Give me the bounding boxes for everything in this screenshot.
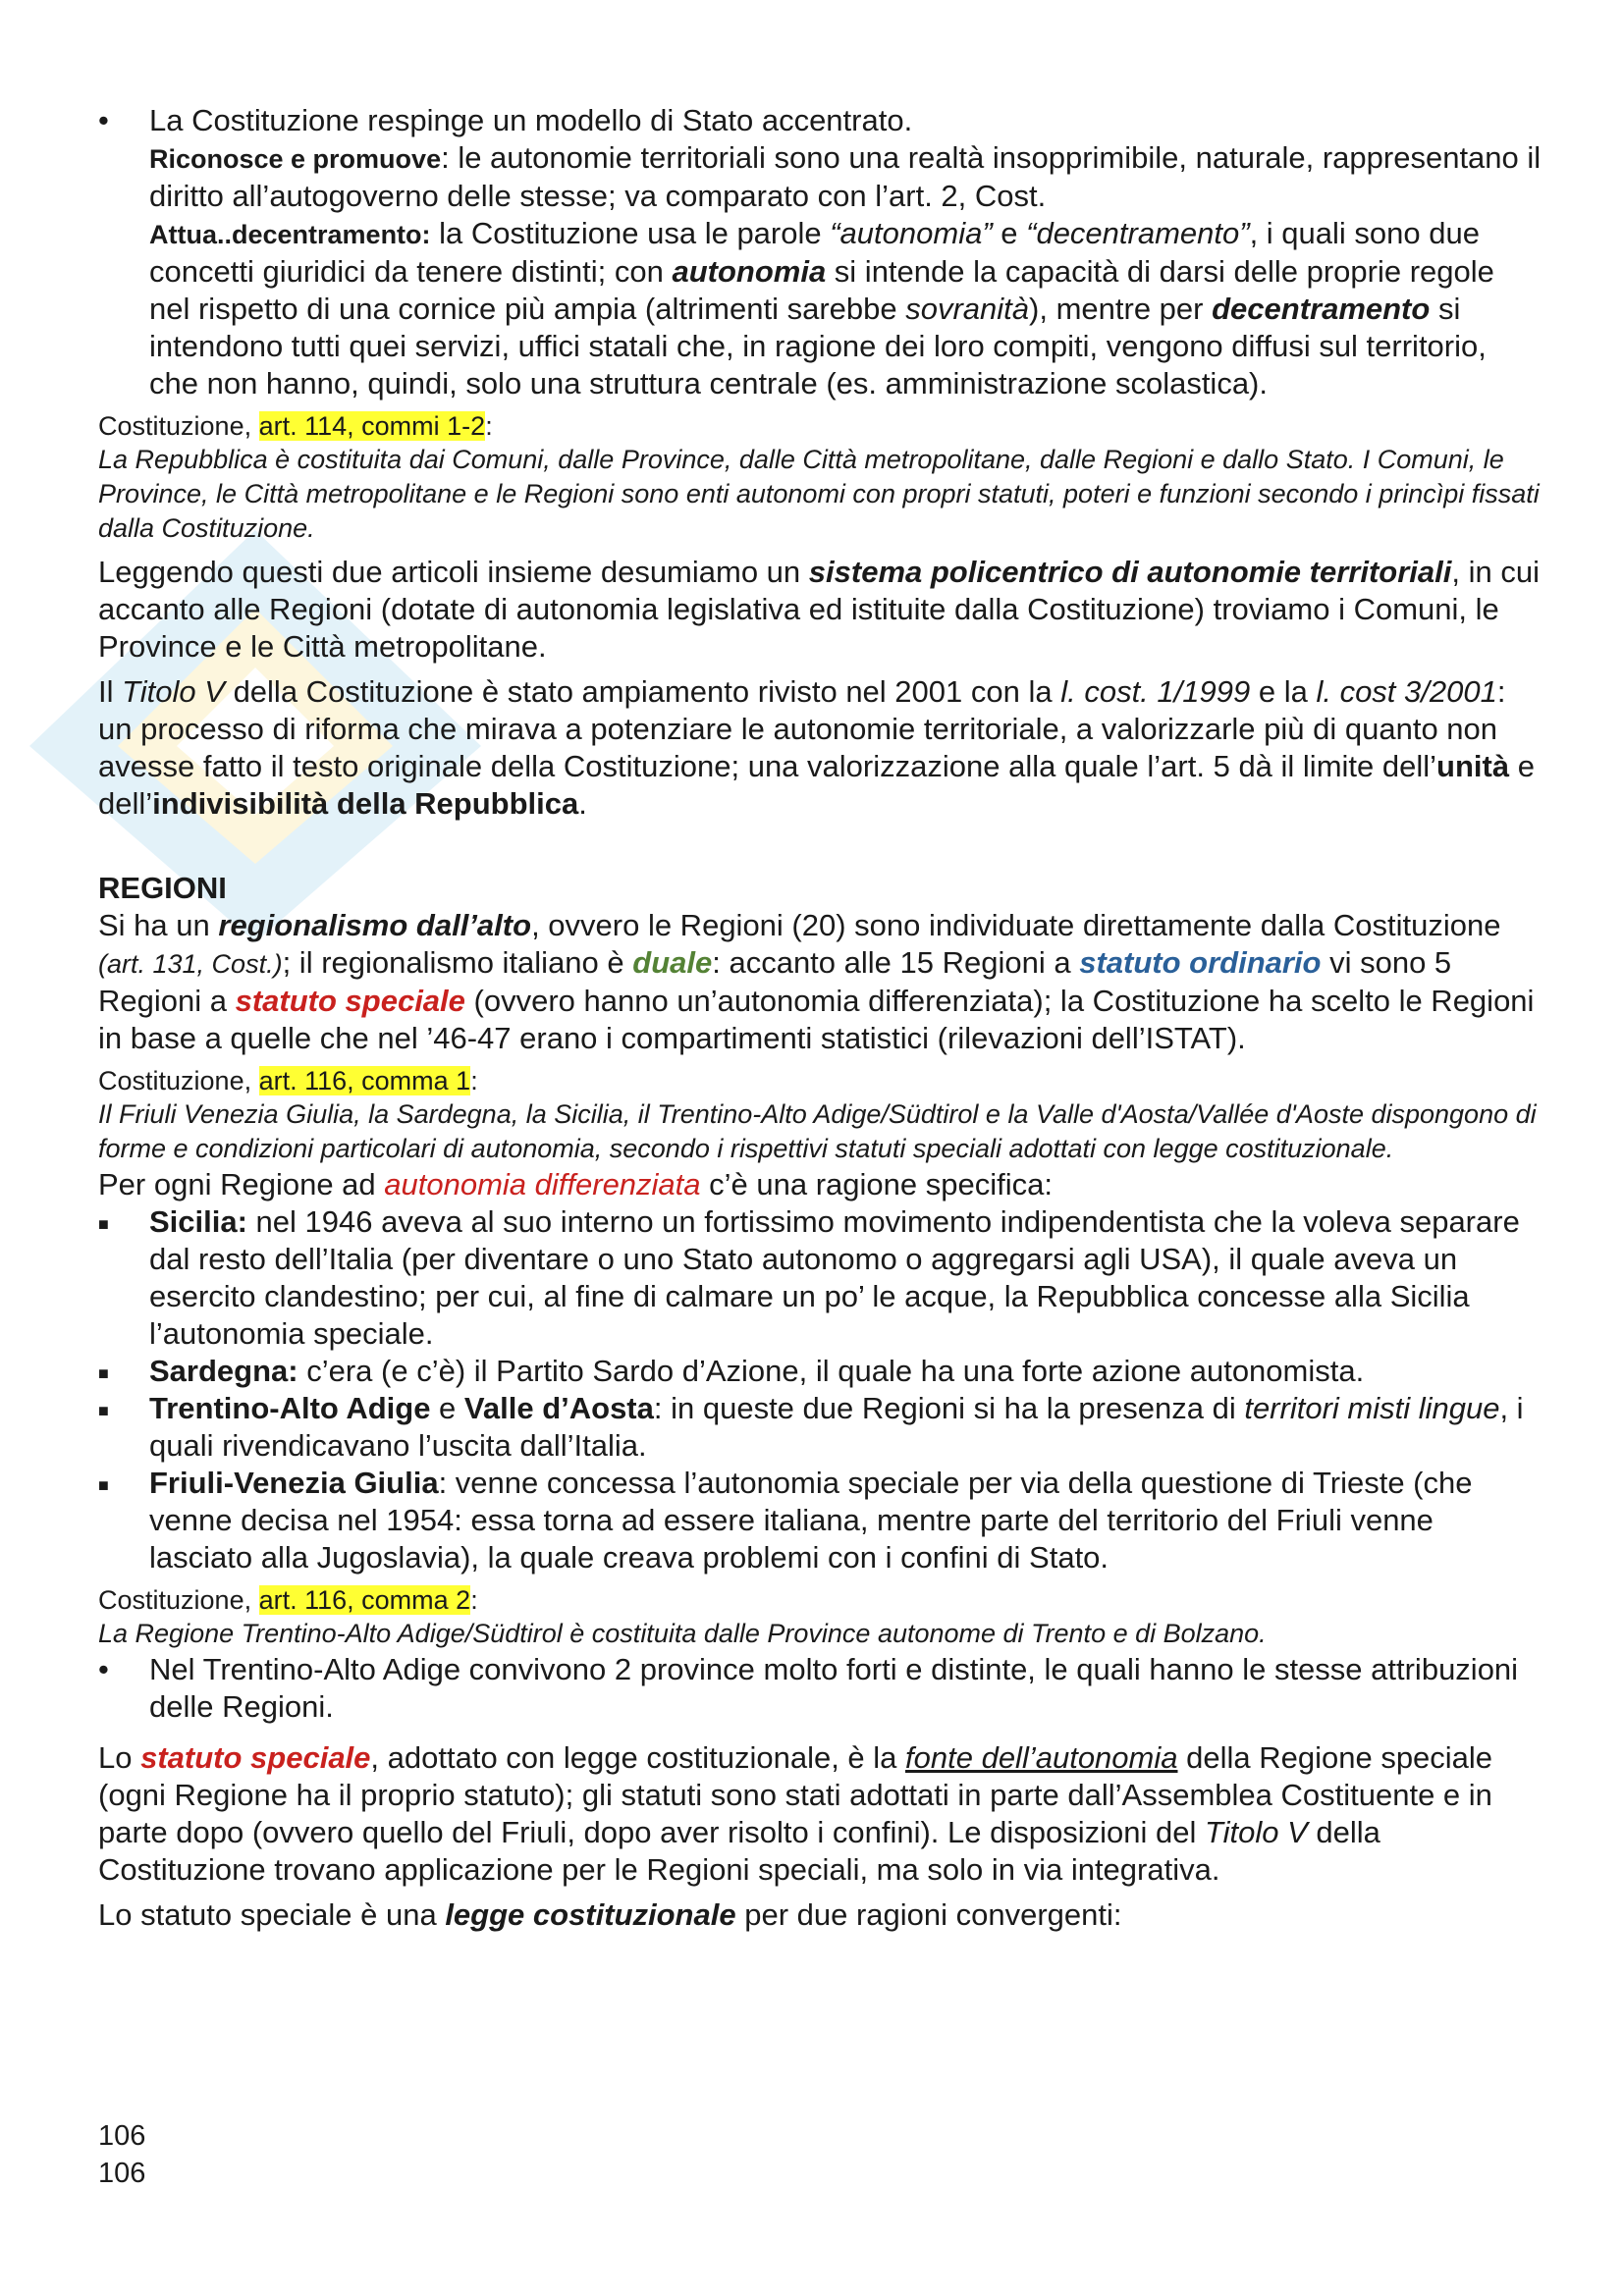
page-number: 106 bbox=[98, 2120, 146, 2152]
paragraph: Il Titolo V della Costituzione è stato ampiamento rivisto nel 2001 con la l. cost. 1/1999 e la l. cost 3/2001: un processo di riforma che mirava a potenziare le autonomie territoriale, a valorizzarle più di quanto non avesse fatto il testo originale della Costituzione; una valorizzazione alla quale l’art. 5 dà il limite dell’unità e dell’indivisibilità della Repubblica. bbox=[98, 674, 1535, 821]
page-number: 106 bbox=[98, 2158, 146, 2189]
article-reference: Costituzione, art. 116, comma 1: bbox=[98, 1066, 478, 1095]
list-item-friuli: ■ Friuli-Venezia Giulia: venne concessa l’autonomia speciale per via della questione di Trieste (che venne decisa nel 1954: essa torna ad essere italiana, mentre parte del territorio del Friuli venne lasciato alla Jugoslavia), la quale creava problemi con i confini di Stato. bbox=[98, 1466, 1473, 1575]
section-heading: REGIONI bbox=[98, 871, 227, 905]
paragraph: Lo statuto speciale è una legge costituzionale per due ragioni convergenti: bbox=[98, 1897, 1122, 1932]
paragraph: Per ogni Regione ad autonomia differenziata c’è una ragione specifica: bbox=[98, 1167, 1053, 1201]
paragraph: Leggendo questi due articoli insieme desumiamo un sistema policentrico di autonomie territoriali, in cui accanto alle Regioni (dotate di autonomia legislativa ed istituite dalla Costituzione) troviamo i Comuni, le Province e le Città metropolitane. bbox=[98, 555, 1540, 664]
riconosce-paragraph: Riconosce e promuove: le autonomie territoriali sono una realtà insopprimibile, naturale, rappresentano il diritto all’autogoverno delle stesse; va comparato con l’art. 2, Cost. bbox=[149, 140, 1542, 213]
bullet-item-trentino: • Nel Trentino-Alto Adige convivono 2 province molto forti e distinte, le quali hanno le stesse attribuzioni delle Regioni. bbox=[98, 1652, 1519, 1724]
square-bullet-icon: ■ bbox=[98, 1475, 109, 1495]
bullet-item-autonomie bbox=[98, 102, 1542, 402]
bullet-line: La Costituzione respinge un modello di Stato accentrato. bbox=[149, 103, 913, 137]
square-bullet-icon: ■ bbox=[98, 1401, 109, 1420]
square-bullet-icon: ■ bbox=[98, 1214, 109, 1234]
bullet-icon: • bbox=[98, 1652, 109, 1686]
article-quote: Il Friuli Venezia Giulia, la Sardegna, la Sicilia, il Trentino-Alto Adige/Südtirol e la Valle d'Aosta/Vallée d'Aoste dispongono di forme e condizioni particolari di autonomia, secondo i rispettivi statuti speciali adottati con legge costituzionale. bbox=[98, 1099, 1537, 1163]
paragraph: Si ha un regionalismo dall’alto, ovvero le Regioni (20) sono individuate direttamente dalla Costituzione (art. 131, Cost.); il regionalismo italiano è duale: accanto alle 15 Regioni a statuto ordinario vi sono 5 Regioni a statuto speciale (ovvero hanno un’autonomia differenziata); la Costituzione ha scelto le Regioni in base a quelle che nel ’46-47 erano i compartimenti statistici (rilevazioni dell’ISTAT). bbox=[98, 908, 1535, 1055]
attua-paragraph: Attua..decentramento: la Costituzione usa le parole “autonomia” e “decentramento”, i quali sono due concetti giuridici da tenere distinti; con autonomia si intende la capacità di darsi delle proprie regole nel rispetto di una cornice più ampia (altrimenti sarebbe sovranità), mentre per decentramento si intendono tutti quei servizi, uffici statali che, in ragione dei loro compiti, vengono diffusi sul territorio, che non hanno, quindi, solo una struttura centrale (es. amministrazione scolastica). bbox=[149, 216, 1494, 400]
article-reference: Costituzione, art. 114, commi 1-2: bbox=[98, 411, 493, 441]
list-item-sicilia: ■ Sicilia: nel 1946 aveva al suo interno un fortissimo movimento indipendentista che la voleva separare dal resto dell’Italia (per diventare o uno Stato autonomo o aggregarsi agli USA), il quale aveva un esercito clandestino; per cui, al fine di calmare un po’ le acque, la Repubblica concesse alla Sicilia l’autonomia speciale. bbox=[98, 1204, 1520, 1351]
article-quote: La Repubblica è costituita dai Comuni, dalle Province, dalle Città metropolitane, dalle Regioni e dallo Stato. I Comuni, le Province, le Città metropolitane e le Regioni sono enti autonomi con propri statuti, poteri e funzioni secondo i princìpi fissati dalla Costituzione. bbox=[98, 445, 1540, 543]
bullet-icon: • bbox=[98, 103, 109, 137]
list-item-sardegna: ■ Sardegna: c’era (e c’è) il Partito Sardo d’Azione, il quale ha una forte azione autonomista. bbox=[98, 1353, 1542, 1390]
paragraph: Lo statuto speciale, adottato con legge costituzionale, è la fonte dell’autonomia della Regione speciale (ogni Regione ha il proprio statuto); gli statuti sono stati adottati in parte dall’Assemblea Costituente e in parte dopo (ovvero quello del Friuli, dopo aver risolto i confini). Le disposizioni del Titolo V della Costituzione trovano applicazione per le Regioni speciali, ma solo in via integrativa. bbox=[98, 1740, 1493, 1887]
document-body bbox=[98, 102, 1542, 1934]
article-quote: La Regione Trentino-Alto Adige/Südtirol è costituita dalle Province autonome di Trento e di Bolzano. bbox=[98, 1619, 1267, 1648]
list-item-trentino: ■ Trentino-Alto Adige e Valle d’Aosta: in queste due Regioni si ha la presenza di territori misti lingue, i quali rivendicavano l’uscita dall’Italia. bbox=[98, 1391, 1524, 1463]
square-bullet-icon: ■ bbox=[98, 1363, 109, 1383]
article-reference: Costituzione, art. 116, comma 2: bbox=[98, 1585, 478, 1615]
